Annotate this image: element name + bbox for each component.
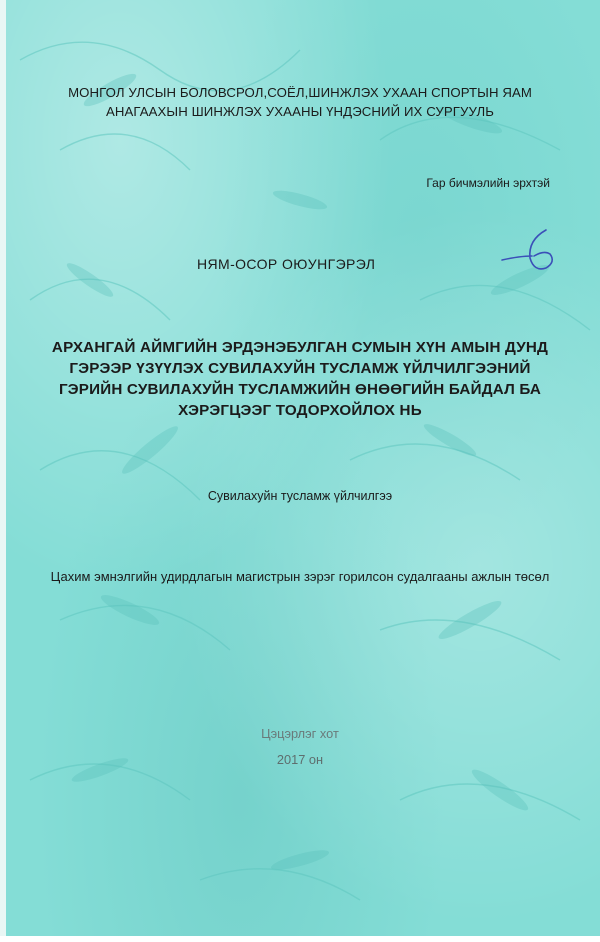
thesis-title-line-4: ХЭРЭГЦЭЭГ ТОДОРХОЙЛОХ НЬ [178,402,422,419]
field-of-study: Сувилахуйн тусламж үйлчилгээ [207,489,393,503]
year: 2017 он [276,752,324,767]
paper-edge-left [0,0,6,942]
paper-edge-bottom [0,936,600,942]
manuscript-rights-note: Гар бичмэлийн эрхтэй [426,176,550,190]
institution-line-1: МОНГОЛ УЛСЫН БОЛОВСРОЛ,СОЁЛ,ШИНЖЛЭХ УХААН СПОРТЫН ЯАМ [68,85,532,100]
thesis-title-line-3: ГЭРИЙН СУВИЛАХУЙН ТУСЛАМЖИЙН ӨНӨӨГИЙН БАЙДАЛ БА [58,381,542,398]
author-name: НЯМ-ОСОР ОЮУНГЭРЭЛ [197,256,376,272]
institution-line-2: АНАГААХЫН ШИНЖЛЭХ УХААНЫ ҮНДЭСНИЙ ИХ СУРГУУЛЬ [105,104,495,119]
thesis-title-line-1: АРХАНГАЙ АЙМГИЙН ЭРДЭНЭБУЛГАН СУМЫН ХҮН АМЫН ДУНД [51,339,549,356]
thesis-title-line-2: ГЭРЭЭР ҮЗҮҮЛЭХ СУВИЛАХУЙН ТУСЛАМЖ ҮЙЛЧИЛГЭЭНИЙ [69,360,531,377]
handwritten-six-mark [500,226,570,276]
city: Цэцэрлэг хот [261,726,339,741]
degree-description: Цахим эмнэлгийн удирдлагын магистрын зэрэг горилсон судалгааны ажлын төсөл [50,569,550,584]
